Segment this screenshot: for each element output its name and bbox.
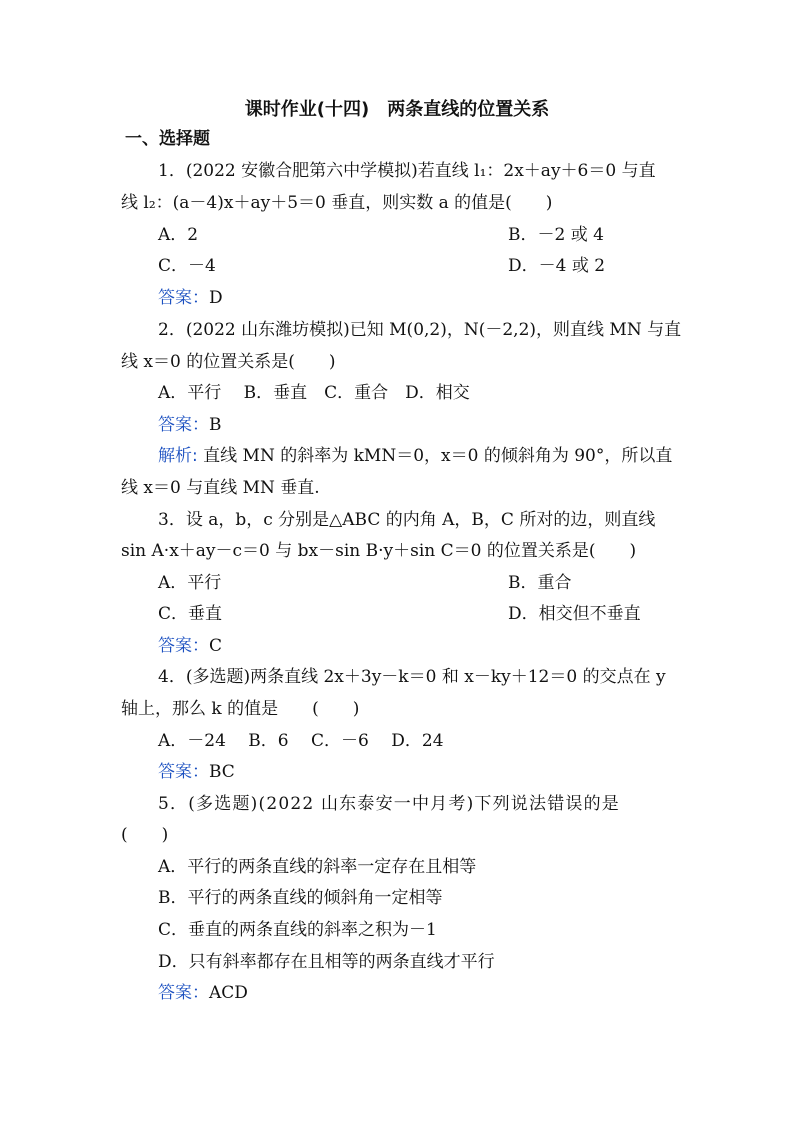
q5-option-d: D．只有斜率都存在且相等的两条直线才平行 [158,952,495,972]
q1-option-b: B．－2 或 4 [508,225,604,245]
q2-line2: 线 x＝0 的位置关系是( ) [121,352,336,372]
q5-line2: ( ) [121,825,169,845]
answer-value: C [209,636,223,656]
q1-line2: 线 l₂：(a－4)x＋ay＋5＝0 垂直，则实数 a 的值是( ) [121,193,553,213]
q4-answer [158,760,235,784]
q4-line2: 轴上，那么 k 的值是 ( ) [121,699,360,719]
q3-line1: 3．设 a，b，c 分别是△ABC 的内角 A，B，C 所对的边，则直线 [158,510,656,530]
q5-option-c: C．垂直的两条直线的斜率之积为－1 [158,920,437,940]
q5-option-b: B．平行的两条直线的倾斜角一定相等 [158,888,443,908]
answer-label: 答案： [158,415,209,435]
q3-line2: sin A·x＋ay－c＝0 与 bx－sin B·y＋sin C＝0 的位置关系是( ) [121,541,637,561]
answer-label: 答案： [158,288,209,308]
q2-analysis-line2: 线 x＝0 与直线 MN 垂直. [121,478,320,498]
q1-answer [158,286,223,310]
q2-options: A．平行 B．垂直 C．重合 D．相交 [158,383,470,403]
q5-option-a: A．平行的两条直线的斜率一定存在且相等 [158,857,477,877]
analysis-label: 解析: [158,446,198,466]
q5-line1: 5．(多选题)(2022 山东泰安一中月考)下列说法错误的是 [158,794,621,814]
q4-options: A．－24 B．6 C．－6 D．24 [158,731,444,751]
q3-option-c: C．垂直 [158,604,223,624]
section-heading: 一、选择题 [125,129,210,149]
answer-label: 答案： [158,983,209,1003]
q3-option-a: A．平行 [158,573,222,593]
answer-value: B [209,415,222,435]
q1-option-a: A．2 [158,225,199,245]
q4-line1: 4．(多选题)两条直线 2x＋3y－k＝0 和 x－ky＋12＝0 的交点在 y [158,667,666,687]
analysis-text: 直线 MN 的斜率为 kMN＝0，x＝0 的倾斜角为 90°，所以直 [203,446,673,466]
q3-answer [158,634,222,658]
q2-line1: 2．(2022 山东潍坊模拟)已知 M(0,2)，N(－2,2)，则直线 MN 与直 [158,320,682,340]
answer-value: BC [209,762,235,782]
answer-label: 答案： [158,636,209,656]
q1-option-c: C．－4 [158,256,216,276]
q3-option-d: D．相交但不垂直 [508,604,641,624]
q2-answer [158,413,222,437]
q3-option-b: B．重合 [508,573,572,593]
page-title: 课时作业(十四) 两条直线的位置关系 [244,99,550,120]
answer-value: ACD [209,983,248,1003]
q5-answer [158,981,248,1005]
q1-line1: 1．(2022 安徽合肥第六中学模拟)若直线 l₁：2x＋ay＋6＝0 与直 [158,161,656,181]
q2-analysis-line1 [158,444,672,468]
answer-label: 答案： [158,762,209,782]
answer-value: D [209,288,223,308]
q1-option-d: D．－4 或 2 [508,256,606,276]
